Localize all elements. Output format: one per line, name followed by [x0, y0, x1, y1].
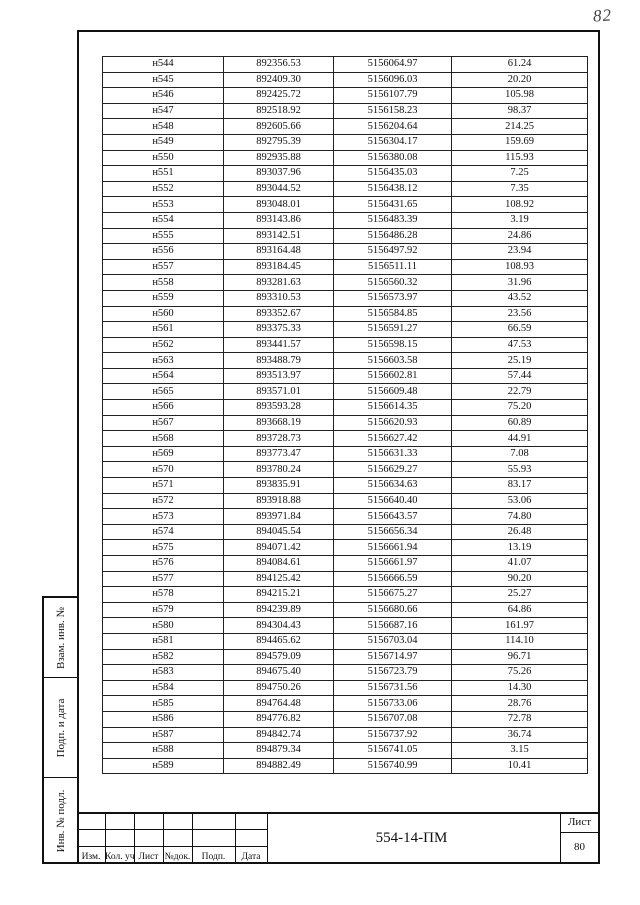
distance-cell: 3.15 [452, 743, 588, 759]
point-name-cell: н557 [103, 259, 224, 275]
distance-cell: 13.19 [452, 540, 588, 556]
point-name-cell: н570 [103, 462, 224, 478]
side-label-vzam: Взам. инв. № [54, 606, 67, 669]
y-coordinate-cell: 5156666.59 [334, 571, 452, 587]
y-coordinate-cell: 5156511.11 [334, 259, 452, 275]
x-coordinate-cell: 894776.82 [224, 711, 334, 727]
point-name-cell: н555 [103, 228, 224, 244]
distance-cell: 98.37 [452, 103, 588, 119]
distance-cell: 23.56 [452, 306, 588, 322]
point-name-cell: н583 [103, 665, 224, 681]
point-name-cell: н589 [103, 758, 224, 774]
side-label-podp: Подп. и дата [54, 698, 67, 757]
point-name-cell: н585 [103, 696, 224, 712]
distance-cell: 53.06 [452, 493, 588, 509]
tb-izm-label: Изм. [81, 852, 101, 862]
point-name-cell: н544 [103, 57, 224, 73]
tb-list-label: Лист [138, 852, 159, 862]
table-row [103, 103, 588, 119]
x-coordinate-cell: 894879.34 [224, 743, 334, 759]
y-coordinate-cell: 5156560.32 [334, 275, 452, 291]
distance-cell: 55.93 [452, 462, 588, 478]
x-coordinate-cell: 893971.84 [224, 509, 334, 525]
table-row [103, 493, 588, 509]
point-name-cell: н578 [103, 587, 224, 603]
x-coordinate-cell: 893184.45 [224, 259, 334, 275]
table-row [103, 228, 588, 244]
y-coordinate-cell: 5156304.17 [334, 134, 452, 150]
point-name-cell: н568 [103, 431, 224, 447]
table-row [103, 618, 588, 634]
side-cell-vzam [44, 598, 77, 678]
x-coordinate-cell: 893918.88 [224, 493, 334, 509]
distance-cell: 72.78 [452, 711, 588, 727]
distance-cell: 23.94 [452, 244, 588, 260]
x-coordinate-cell: 893375.33 [224, 322, 334, 338]
table-row [103, 384, 588, 400]
point-name-cell: н562 [103, 337, 224, 353]
y-coordinate-cell: 5156661.97 [334, 556, 452, 572]
x-coordinate-cell: 892605.66 [224, 119, 334, 135]
y-coordinate-cell: 5156680.66 [334, 602, 452, 618]
point-name-cell: н550 [103, 150, 224, 166]
handwritten-page-mark: 82 [592, 5, 613, 26]
table-row [103, 524, 588, 540]
x-coordinate-cell: 893142.51 [224, 228, 334, 244]
distance-cell: 83.17 [452, 478, 588, 494]
y-coordinate-cell: 5156602.81 [334, 368, 452, 384]
distance-cell: 66.59 [452, 322, 588, 338]
table-row [103, 680, 588, 696]
y-coordinate-cell: 5156741.05 [334, 743, 452, 759]
tb-podp-label: Подп. [201, 852, 226, 862]
table-row [103, 649, 588, 665]
distance-cell: 24.86 [452, 228, 588, 244]
x-coordinate-cell: 894045.54 [224, 524, 334, 540]
distance-cell: 115.93 [452, 150, 588, 166]
x-coordinate-cell: 894304.43 [224, 618, 334, 634]
y-coordinate-cell: 5156064.97 [334, 57, 452, 73]
side-approval-strip [42, 596, 77, 864]
table-row [103, 88, 588, 104]
distance-cell: 105.98 [452, 88, 588, 104]
y-coordinate-cell: 5156204.64 [334, 119, 452, 135]
x-coordinate-cell: 893513.97 [224, 368, 334, 384]
x-coordinate-cell: 894239.89 [224, 602, 334, 618]
distance-cell: 36.74 [452, 727, 588, 743]
point-name-cell: н577 [103, 571, 224, 587]
point-name-cell: н587 [103, 727, 224, 743]
x-coordinate-cell: 893143.86 [224, 212, 334, 228]
point-name-cell: н573 [103, 509, 224, 525]
point-name-cell: н556 [103, 244, 224, 260]
point-name-cell: н565 [103, 384, 224, 400]
x-coordinate-cell: 894084.61 [224, 556, 334, 572]
x-coordinate-cell: 893048.01 [224, 197, 334, 213]
point-name-cell: н572 [103, 493, 224, 509]
x-coordinate-cell: 894071.42 [224, 540, 334, 556]
sheet-label: Лист [567, 816, 592, 828]
sheet-number: 80 [574, 841, 585, 853]
y-coordinate-cell: 5156737.92 [334, 727, 452, 743]
distance-cell: 108.92 [452, 197, 588, 213]
point-name-cell: н553 [103, 197, 224, 213]
table-row [103, 337, 588, 353]
x-coordinate-cell: 893571.01 [224, 384, 334, 400]
distance-cell: 22.79 [452, 384, 588, 400]
y-coordinate-cell: 5156438.12 [334, 181, 452, 197]
table-row [103, 368, 588, 384]
table-row [103, 197, 588, 213]
point-name-cell: н554 [103, 212, 224, 228]
y-coordinate-cell: 5156573.97 [334, 290, 452, 306]
table-row [103, 602, 588, 618]
table-row [103, 758, 588, 774]
x-coordinate-cell: 892409.30 [224, 72, 334, 88]
point-name-cell: н588 [103, 743, 224, 759]
y-coordinate-cell: 5156609.48 [334, 384, 452, 400]
table-row [103, 259, 588, 275]
x-coordinate-cell: 893037.96 [224, 166, 334, 182]
point-name-cell: н579 [103, 602, 224, 618]
x-coordinate-cell: 892356.53 [224, 57, 334, 73]
distance-cell: 60.89 [452, 415, 588, 431]
x-coordinate-cell: 893044.52 [224, 181, 334, 197]
table-row [103, 743, 588, 759]
x-coordinate-cell: 892935.88 [224, 150, 334, 166]
y-coordinate-cell: 5156584.85 [334, 306, 452, 322]
distance-cell: 90.20 [452, 571, 588, 587]
y-coordinate-cell: 5156707.08 [334, 711, 452, 727]
point-name-cell: н547 [103, 103, 224, 119]
point-name-cell: н558 [103, 275, 224, 291]
y-coordinate-cell: 5156634.63 [334, 478, 452, 494]
y-coordinate-cell: 5156107.79 [334, 88, 452, 104]
x-coordinate-cell: 893488.79 [224, 353, 334, 369]
y-coordinate-cell: 5156096.03 [334, 72, 452, 88]
distance-cell: 159.69 [452, 134, 588, 150]
table-row [103, 633, 588, 649]
point-name-cell: н574 [103, 524, 224, 540]
distance-cell: 3.19 [452, 212, 588, 228]
y-coordinate-cell: 5156740.99 [334, 758, 452, 774]
x-coordinate-cell: 894125.42 [224, 571, 334, 587]
distance-cell: 25.19 [452, 353, 588, 369]
y-coordinate-cell: 5156591.27 [334, 322, 452, 338]
distance-cell: 7.35 [452, 181, 588, 197]
y-coordinate-cell: 5156497.92 [334, 244, 452, 260]
point-name-cell: н559 [103, 290, 224, 306]
y-coordinate-cell: 5156483.39 [334, 212, 452, 228]
distance-cell: 44.91 [452, 431, 588, 447]
table-row [103, 150, 588, 166]
distance-cell: 114.10 [452, 633, 588, 649]
distance-cell: 31.96 [452, 275, 588, 291]
table-row [103, 322, 588, 338]
x-coordinate-cell: 894215.21 [224, 587, 334, 603]
table-row [103, 509, 588, 525]
table-row [103, 446, 588, 462]
table-row [103, 57, 588, 73]
x-coordinate-cell: 893780.24 [224, 462, 334, 478]
point-name-cell: н581 [103, 633, 224, 649]
x-coordinate-cell: 893441.57 [224, 337, 334, 353]
point-name-cell: н584 [103, 680, 224, 696]
y-coordinate-cell: 5156380.08 [334, 150, 452, 166]
table-row [103, 400, 588, 416]
y-coordinate-cell: 5156640.40 [334, 493, 452, 509]
y-coordinate-cell: 5156627.42 [334, 431, 452, 447]
distance-cell: 47.53 [452, 337, 588, 353]
distance-cell: 75.20 [452, 400, 588, 416]
point-name-cell: н564 [103, 368, 224, 384]
y-coordinate-cell: 5156714.97 [334, 649, 452, 665]
table-row [103, 72, 588, 88]
x-coordinate-cell: 894675.40 [224, 665, 334, 681]
x-coordinate-cell: 894842.74 [224, 727, 334, 743]
table-row [103, 727, 588, 743]
table-row [103, 181, 588, 197]
table-row [103, 415, 588, 431]
table-row [103, 556, 588, 572]
table-row [103, 306, 588, 322]
table-row [103, 212, 588, 228]
y-coordinate-cell: 5156629.27 [334, 462, 452, 478]
point-name-cell: н576 [103, 556, 224, 572]
table-row [103, 353, 588, 369]
point-name-cell: н566 [103, 400, 224, 416]
x-coordinate-cell: 893164.48 [224, 244, 334, 260]
point-name-cell: н549 [103, 134, 224, 150]
point-name-cell: н580 [103, 618, 224, 634]
x-coordinate-cell: 893668.19 [224, 415, 334, 431]
y-coordinate-cell: 5156703.04 [334, 633, 452, 649]
x-coordinate-cell: 892518.92 [224, 103, 334, 119]
distance-cell: 74.80 [452, 509, 588, 525]
distance-cell: 61.24 [452, 57, 588, 73]
point-name-cell: н569 [103, 446, 224, 462]
point-name-cell: н575 [103, 540, 224, 556]
y-coordinate-cell: 5156614.35 [334, 400, 452, 416]
side-label-inv: Инв. № подл. [54, 789, 67, 853]
x-coordinate-cell: 894882.49 [224, 758, 334, 774]
distance-cell: 57.44 [452, 368, 588, 384]
table-row [103, 462, 588, 478]
x-coordinate-cell: 893773.47 [224, 446, 334, 462]
x-coordinate-cell: 893281.63 [224, 275, 334, 291]
x-coordinate-cell: 893728.73 [224, 431, 334, 447]
y-coordinate-cell: 5156435.03 [334, 166, 452, 182]
y-coordinate-cell: 5156661.94 [334, 540, 452, 556]
point-name-cell: н551 [103, 166, 224, 182]
distance-cell: 214.25 [452, 119, 588, 135]
y-coordinate-cell: 5156158.23 [334, 103, 452, 119]
y-coordinate-cell: 5156431.65 [334, 197, 452, 213]
x-coordinate-cell: 893835.91 [224, 478, 334, 494]
x-coordinate-cell: 893593.28 [224, 400, 334, 416]
document-code: 554-14-ПМ [375, 830, 448, 846]
y-coordinate-cell: 5156731.56 [334, 680, 452, 696]
tb-ndok-label: №док. [164, 852, 191, 862]
distance-cell: 108.93 [452, 259, 588, 275]
distance-cell: 7.08 [452, 446, 588, 462]
y-coordinate-cell: 5156643.57 [334, 509, 452, 525]
table-row [103, 431, 588, 447]
distance-cell: 161.97 [452, 618, 588, 634]
table-row [103, 119, 588, 135]
distance-cell: 14.30 [452, 680, 588, 696]
table-row [103, 166, 588, 182]
y-coordinate-cell: 5156656.34 [334, 524, 452, 540]
distance-cell: 26.48 [452, 524, 588, 540]
point-name-cell: н571 [103, 478, 224, 494]
x-coordinate-cell: 894750.26 [224, 680, 334, 696]
table-row [103, 711, 588, 727]
x-coordinate-cell: 892795.39 [224, 134, 334, 150]
table-row [103, 540, 588, 556]
distance-cell: 64.86 [452, 602, 588, 618]
table-row [103, 665, 588, 681]
y-coordinate-cell: 5156723.79 [334, 665, 452, 681]
distance-cell: 28.76 [452, 696, 588, 712]
distance-cell: 10.41 [452, 758, 588, 774]
distance-cell: 20.20 [452, 72, 588, 88]
table-row [103, 290, 588, 306]
y-coordinate-cell: 5156598.15 [334, 337, 452, 353]
x-coordinate-cell: 894764.48 [224, 696, 334, 712]
x-coordinate-cell: 892425.72 [224, 88, 334, 104]
side-cell-inv [44, 778, 77, 864]
point-name-cell: н586 [103, 711, 224, 727]
table-row [103, 571, 588, 587]
point-name-cell: н563 [103, 353, 224, 369]
coordinates-table [102, 56, 588, 774]
tb-data-label: Дата [241, 852, 261, 862]
point-name-cell: н546 [103, 88, 224, 104]
tb-kol-uch-label: Кол. уч [105, 852, 135, 862]
table-row [103, 587, 588, 603]
point-name-cell: н545 [103, 72, 224, 88]
distance-cell: 25.27 [452, 587, 588, 603]
x-coordinate-cell: 894465.62 [224, 633, 334, 649]
point-name-cell: н561 [103, 322, 224, 338]
table-row [103, 478, 588, 494]
table-row [103, 275, 588, 291]
point-name-cell: н548 [103, 119, 224, 135]
side-cell-podp [44, 678, 77, 778]
y-coordinate-cell: 5156603.58 [334, 353, 452, 369]
point-name-cell: н582 [103, 649, 224, 665]
title-block [77, 812, 600, 864]
table-row [103, 134, 588, 150]
table-row [103, 244, 588, 260]
y-coordinate-cell: 5156620.93 [334, 415, 452, 431]
point-name-cell: н567 [103, 415, 224, 431]
point-name-cell: н552 [103, 181, 224, 197]
distance-cell: 75.26 [452, 665, 588, 681]
table-row [103, 696, 588, 712]
x-coordinate-cell: 893310.53 [224, 290, 334, 306]
y-coordinate-cell: 5156486.28 [334, 228, 452, 244]
distance-cell: 41.07 [452, 556, 588, 572]
distance-cell: 96.71 [452, 649, 588, 665]
x-coordinate-cell: 893352.67 [224, 306, 334, 322]
y-coordinate-cell: 5156675.27 [334, 587, 452, 603]
point-name-cell: н560 [103, 306, 224, 322]
y-coordinate-cell: 5156631.33 [334, 446, 452, 462]
distance-cell: 43.52 [452, 290, 588, 306]
y-coordinate-cell: 5156687.16 [334, 618, 452, 634]
distance-cell: 7.25 [452, 166, 588, 182]
y-coordinate-cell: 5156733.06 [334, 696, 452, 712]
x-coordinate-cell: 894579.09 [224, 649, 334, 665]
